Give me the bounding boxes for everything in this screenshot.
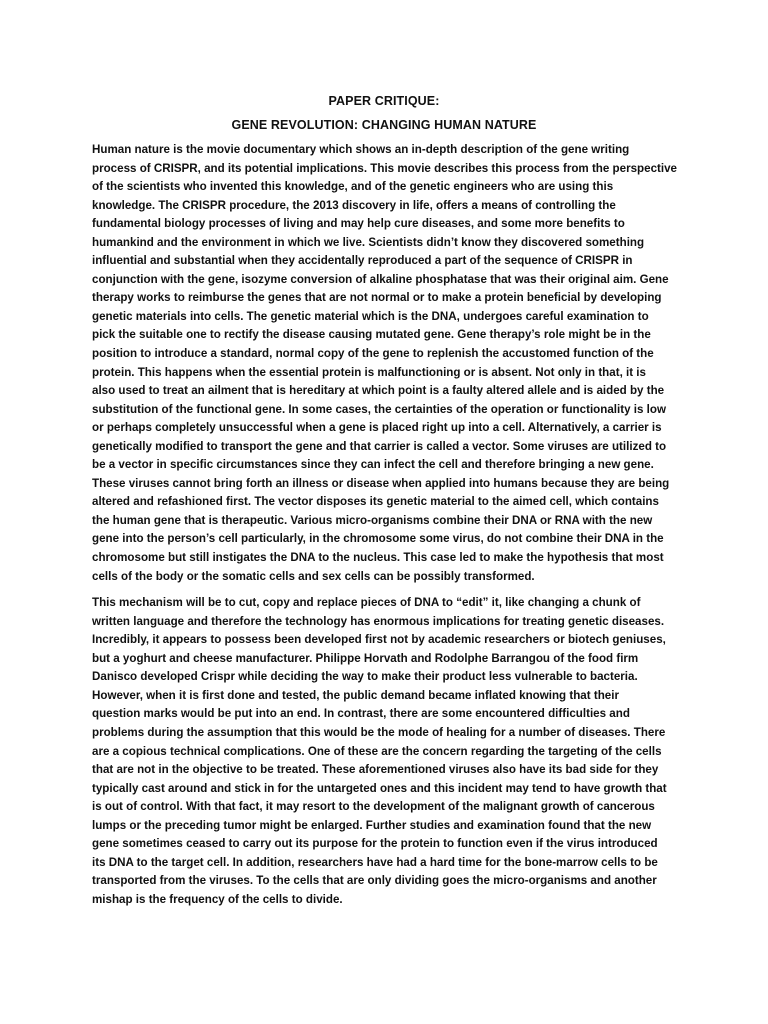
paragraph-line: gene into the person’s cell particularly, in the chromosome some virus, do not combine their DNA in the — [92, 532, 664, 546]
paragraph-line: altered and refashioned first. The vector disposes its genetic material to the aimed cell, which contains — [92, 495, 659, 509]
paragraph-line: conjunction with the gene, isozyme conversion of alkaline phosphatase that was their original aim. Gene — [92, 272, 669, 286]
paragraph-line: are a copious technical complications. One of these are the concern regarding the targeting of the cells — [92, 744, 662, 758]
paragraph-line: knowledge. The CRISPR procedure, the 2013 discovery in life, offers a means of controlling the — [92, 198, 616, 212]
paragraph-line: fundamental biology processes of living and may help cure diseases, and some more benefits to — [92, 217, 625, 231]
paragraph-line: mishap is the frequency of the cells to divide. — [92, 892, 343, 906]
paragraph-line: genetically modified to transport the gene and that carrier is called a vector. Some viruses are utilized to — [92, 439, 667, 453]
paragraph-line: influential and substantial when they accidentally reproduced a part of the sequence of CRISPR in — [92, 254, 633, 268]
paragraph-line: of the scientists who invented this knowledge, and of the genetic engineers who are using this — [92, 180, 614, 194]
paragraph-line: substitution of the functional gene. In some cases, the certainties of the operation or functionality is low — [92, 402, 666, 416]
paragraph-line: be a vector in specific circumstances since they can infect the cell and therefore bringing a new gene. — [92, 458, 654, 472]
document-body — [92, 141, 686, 917]
document-title: PAPER CRITIQUE: — [328, 94, 440, 108]
paragraph-2 — [92, 594, 686, 909]
paragraph-line: genetic materials into cells. The genetic material which is the DNA, undergoes careful examination to — [92, 309, 649, 323]
paragraph-line: its DNA to the target cell. In addition, researchers have had a hard time for the bone-marrow cells to be — [92, 855, 658, 869]
paragraph-line: problems during the assumption that this would be the mode of healing for a number of diseases. There — [92, 725, 666, 739]
paragraph-line: position to introduce a standard, normal copy of the gene to replenish the accustomed function of the — [92, 347, 654, 361]
paragraph-line: gene sometimes ceased to carry out its purpose for the protein to function even if the virus introduced — [92, 837, 658, 851]
paragraph-line: lumps or the preceding tumor might be enlarged. Further studies and examination found that the new — [92, 818, 652, 832]
paragraph-line: therapy works to reimburse the genes that are not normal or to make a protein beneficial by developing — [92, 291, 662, 305]
document-subtitle: GENE REVOLUTION: CHANGING HUMAN NATURE — [231, 118, 537, 132]
paragraph-line: chromosome but still instigates the DNA to the nucleus. This case led to make the hypothesis that most — [92, 551, 664, 565]
paragraph-1 — [92, 141, 686, 586]
paragraph-line: or perhaps completely unsuccessful when a gene is placed right up into a cell. Alternatively, a carrier is — [92, 421, 662, 435]
paragraph-line: question marks would be put into an end. In contrast, there are some encountered difficulties and — [92, 707, 630, 721]
title-block — [0, 94, 768, 133]
paragraph-line: process of CRISPR, and its potential implications. This movie describes this process from the perspective — [92, 161, 677, 175]
paragraph-line: the human gene that is therapeutic. Various micro-organisms combine their DNA or RNA with the new — [92, 513, 653, 527]
paragraph-line: However, when it is first done and tested, the public demand became inflated knowing that their — [92, 688, 619, 702]
paragraph-line: pick the suitable one to rectify the disease causing mutated gene. Gene therapy’s role might be in the — [92, 328, 651, 342]
paragraph-line: is out of control. With that fact, it may resort to the development of the malignant growth of cancerous — [92, 800, 655, 814]
paragraph-line: humankind and the environment in which we live. Scientists didn’t know they discovered something — [92, 235, 645, 249]
paragraph-line: Incredibly, it appears to possess been developed first not by academic researchers or biotech geniuses, — [92, 633, 666, 647]
paragraph-line: Human nature is the movie documentary which shows an in-depth description of the gene writing — [92, 143, 630, 156]
paragraph-line: typically cast around and stick in for the untargeted ones and this incident may tend to have growth that — [92, 781, 667, 795]
paragraph-line: transported from the viruses. To the cells that are only dividing goes the micro-organisms and another — [92, 874, 657, 888]
paragraph-line: cells of the body or the somatic cells and sex cells can be possibly transformed. — [92, 569, 535, 583]
paragraph-line: but a yoghurt and cheese manufacturer. Philippe Horvath and Rodolphe Barrangou of the food firm — [92, 651, 639, 665]
paragraph-line: written language and therefore the technology has enormous implications for treating genetic diseases. — [92, 614, 665, 628]
paragraph-line: protein. This happens when the essential protein is malfunctioning or is absent. Not only in that, it is — [92, 365, 646, 379]
paragraph-line: that are not in the objective to be treated. These aforementioned viruses also have its bad side for they — [92, 763, 659, 777]
paragraph-line: also used to treat an ailment that is hereditary at which point is a faulty altered allele and is aided by the — [92, 384, 665, 398]
paragraph-line: These viruses cannot bring forth an illness or disease when applied into humans because they are being — [92, 476, 670, 490]
paragraph-line: This mechanism will be to cut, copy and replace pieces of DNA to “edit” it, like changing a chunk of — [92, 596, 641, 610]
paragraph-line: Danisco developed Crispr while deciding the way to make their product less vulnerable to bacteria. — [92, 670, 638, 684]
